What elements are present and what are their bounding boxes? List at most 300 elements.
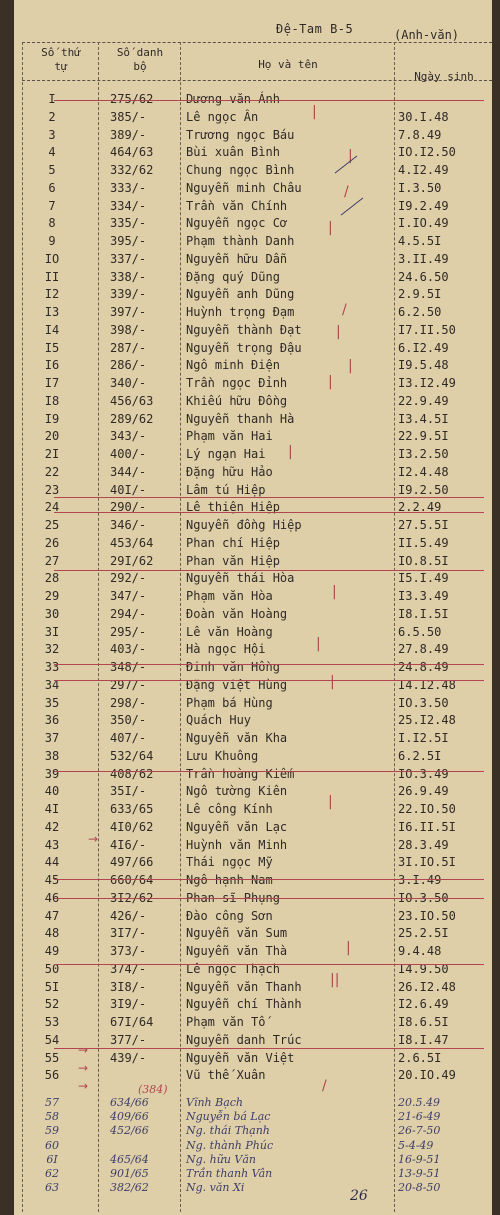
row-number: 47	[44, 908, 60, 923]
birth-date: 27.8.49	[398, 642, 449, 657]
birth-date: 6.I2.49	[398, 340, 449, 355]
row-number: I4	[44, 322, 60, 337]
student-name: Nguyễn thành Đạt	[186, 322, 302, 337]
birth-date: 30.I.48	[398, 109, 449, 124]
row-number: 60	[45, 1138, 59, 1152]
student-name: Nguyễn ngọc Cơ	[186, 216, 288, 231]
student-name: Lê thiện Hiệp	[186, 500, 280, 515]
registration-number: 452/66	[110, 1124, 149, 1138]
header-top-rule	[22, 42, 492, 43]
tick-mark: |	[312, 104, 317, 120]
row-number: 50	[44, 961, 60, 976]
registration-number: 389/-	[110, 127, 147, 142]
row-number: 27	[44, 553, 60, 568]
row-number: 33	[44, 660, 60, 674]
student-name: Ngô minh Điện	[186, 358, 280, 373]
registration-number: 409/66	[110, 1110, 149, 1124]
birth-date: IO.3.50	[398, 695, 449, 710]
student-name: Quách Huy	[186, 713, 252, 728]
birth-date: 22.9.5I	[398, 429, 449, 444]
header-stt	[24, 46, 98, 74]
row-number: 20	[44, 429, 60, 444]
row-number: 30	[44, 606, 60, 621]
student-name: Nguyễn danh Trúc	[186, 1032, 302, 1047]
student-name: Phan chí Hiệp	[186, 535, 280, 550]
birth-date: 26.I2.48	[398, 979, 456, 994]
birth-date: I.I2.5I	[398, 731, 449, 745]
birth-date: 2.2.49	[398, 500, 442, 515]
registration-number: 335/-	[110, 216, 147, 231]
birth-date: 24.6.50	[398, 269, 449, 284]
registration-number: 298/-	[110, 695, 147, 710]
registration-number: 3I2/62	[110, 890, 154, 905]
row-number: 29	[44, 589, 60, 603]
registration-number: 290/-	[110, 500, 147, 515]
birth-date: I9.2.50	[398, 482, 449, 497]
birth-date: I9.5.48	[398, 358, 449, 373]
header-dob: Ngày sinh	[414, 70, 474, 83]
row-number: 4	[48, 145, 56, 160]
row-number: 25	[44, 518, 60, 532]
strike-line	[54, 1048, 484, 1049]
student-name: Trần ngọc Đỉnh	[186, 376, 288, 390]
birth-date: I4.I2.48	[398, 677, 456, 692]
birth-date: 26.9.49	[398, 784, 449, 799]
registration-number: 334/-	[110, 198, 147, 213]
tick-mark: |	[288, 444, 293, 460]
student-name: Nguyễn anh Dũng	[186, 287, 295, 302]
birth-date: 20-8-50	[398, 1181, 441, 1195]
student-name: Nguyễn bá Lạc	[186, 1110, 271, 1124]
student-name: Nguyễn thái Hòa	[186, 571, 295, 586]
strike-line	[54, 497, 484, 498]
tick-mark: |	[332, 584, 337, 600]
birth-date: I7.II.50	[398, 322, 456, 337]
student-name: Huỳnh trọng Đạm	[186, 305, 295, 319]
registration-number: 532/64	[110, 748, 154, 763]
strike-line	[54, 570, 484, 571]
birth-date: IO.3.50	[398, 890, 449, 905]
registration-number: 333/-	[110, 180, 147, 195]
registration-number: 340/-	[110, 376, 147, 390]
registration-number: 286/-	[110, 358, 147, 373]
student-name: Phạm thành Danh	[186, 234, 295, 248]
student-name: Nguyễn văn Thanh	[186, 979, 302, 994]
row-number: 56	[44, 1068, 60, 1083]
registration-number: 403/-	[110, 642, 147, 657]
birth-date: 20.IO.49	[398, 1068, 456, 1083]
header-reg	[100, 46, 180, 74]
tick-mark: |	[330, 674, 335, 690]
registration-number: 35I/-	[110, 784, 147, 799]
student-name: Bùi xuân Bình	[186, 145, 280, 160]
birth-date: I6.II.5I	[398, 819, 456, 834]
student-name: Ngô tường Kiên	[186, 784, 288, 799]
row-number: I8	[44, 393, 60, 408]
row-number: 5	[48, 163, 56, 177]
birth-date: II.5.49	[398, 535, 449, 550]
student-name: Nguyễn trọng Đậu	[186, 340, 302, 355]
tick-mark: /	[344, 184, 349, 200]
row-number: 36	[44, 713, 60, 728]
registration-number: 426/-	[110, 908, 147, 923]
registration-number: 385/-	[110, 109, 147, 124]
registration-number: 348/-	[110, 660, 147, 674]
registration-number: 29I/62	[110, 553, 154, 568]
row-number: 63	[45, 1181, 59, 1195]
row-number: 46	[44, 890, 60, 905]
handwritten-row	[14, 1124, 492, 1138]
birth-date: 6.2.50	[398, 305, 442, 319]
handwritten-row	[14, 1139, 492, 1153]
registration-number: 901/65	[110, 1167, 149, 1180]
registration-number: 398/-	[110, 322, 147, 337]
reg-note: (384)	[138, 1083, 168, 1096]
student-name: Vũ thế Xuân	[186, 1068, 266, 1083]
student-name: Ng. thành Phúc	[186, 1138, 274, 1152]
registration-number: 3I7/-	[110, 926, 147, 941]
birth-date: 9.4.48	[398, 944, 442, 958]
student-name: Nguyễn văn Thà	[186, 944, 288, 958]
row-number: 3I	[44, 624, 60, 639]
tick-mark: |	[348, 148, 353, 164]
row-number: I2	[44, 287, 60, 302]
registration-number: 408/62	[110, 766, 154, 781]
row-number: 5I	[44, 979, 60, 994]
tick-mark: ||	[330, 972, 340, 988]
tick-mark: |	[328, 374, 333, 390]
registration-number: 4I6/-	[110, 837, 147, 852]
birth-date: 5-4-49	[398, 1138, 434, 1152]
tick-mark: |	[348, 358, 353, 374]
birth-date: 20.5.49	[398, 1096, 440, 1109]
student-name: Phạm bá Hùng	[186, 695, 273, 710]
birth-date: IO.I2.50	[398, 145, 456, 160]
handwritten-row	[14, 1153, 492, 1167]
class-roster-sheet	[14, 0, 492, 1215]
row-number: 59	[45, 1124, 59, 1138]
registration-number: 3I9/-	[110, 997, 147, 1012]
registration-number: 343/-	[110, 429, 147, 444]
row-number: 6	[48, 180, 56, 195]
row-number: 40	[44, 784, 60, 799]
row-number: I9	[44, 411, 60, 426]
student-name: Nguyễn văn Lạc	[186, 819, 288, 834]
birth-date: 7.8.49	[398, 127, 442, 142]
registration-number: 439/-	[110, 1050, 147, 1065]
student-name: Phạm văn Hòa	[186, 589, 273, 603]
handwritten-row	[14, 1110, 492, 1124]
birth-date: 6.5.50	[398, 624, 442, 639]
student-name: Ng. hữu Văn	[186, 1152, 256, 1166]
student-name: Trần hoàng Kiếm	[186, 766, 295, 781]
registration-number: 407/-	[110, 731, 147, 745]
student-name: Lê ngọc Thạch	[186, 961, 280, 976]
tick-mark: |	[328, 794, 333, 810]
registration-number: 332/62	[110, 163, 154, 177]
registration-number: 497/66	[110, 855, 154, 870]
registration-number: 4I0/62	[110, 819, 154, 834]
tick-mark: |	[346, 940, 351, 956]
birth-date: 25.2.5I	[398, 926, 449, 941]
student-name: Đinh văn Hồng	[186, 660, 280, 674]
birth-date: I4.9.50	[398, 961, 449, 976]
tick-mark: |	[336, 324, 341, 340]
strike-line	[54, 664, 484, 665]
row-number: 7	[48, 198, 56, 213]
birth-date: I.IO.49	[398, 216, 449, 231]
student-name: Lưu Khuông	[186, 748, 259, 763]
birth-date: 16-9-51	[398, 1152, 441, 1166]
registration-number: 456/63	[110, 393, 154, 408]
birth-date: IO.3.49	[398, 766, 449, 781]
birth-date: I3.I2.49	[398, 376, 456, 390]
student-name: Chung ngọc Bình	[186, 163, 295, 177]
birth-date: I3.3.49	[398, 589, 449, 603]
header-stt-line1: Số thứ	[41, 46, 81, 59]
strike-line	[54, 100, 484, 101]
header-stt-line2: tự	[54, 60, 68, 73]
subject-label: (Anh-văn)	[394, 28, 460, 42]
row-number: 22	[44, 464, 60, 479]
student-name: Huỳnh văn Minh	[186, 837, 288, 852]
row-number: 42	[44, 819, 60, 834]
birth-date: 3I.IO.5I	[398, 855, 456, 870]
tick-mark: |	[316, 636, 321, 652]
student-name: Phạm văn Hai	[186, 429, 273, 444]
row-number: 3	[48, 127, 56, 142]
class-name: Đệ-Tam B-5	[276, 22, 354, 36]
row-number: 24	[44, 500, 60, 515]
birth-date: I2.6.49	[398, 997, 449, 1012]
row-number: 39	[44, 766, 60, 781]
registration-number: 3I8/-	[110, 979, 147, 994]
registration-number: 67I/64	[110, 1015, 154, 1029]
birth-date: 28.3.49	[398, 837, 449, 852]
registration-number: 633/65	[110, 802, 154, 816]
birth-date: 3.II.49	[398, 251, 449, 266]
tick-mark: /	[342, 302, 347, 318]
birth-date: I5.I.49	[398, 571, 449, 586]
row-number: 6I	[46, 1152, 58, 1166]
row-number: 23	[44, 482, 60, 497]
strike-line	[54, 964, 484, 965]
row-number: 2	[48, 109, 56, 124]
student-name: Phạm văn Tố	[186, 1015, 266, 1029]
row-number: I5	[44, 340, 60, 355]
handwritten-row	[14, 1167, 492, 1181]
row-number: 54	[44, 1032, 60, 1047]
student-name: Ng. thái Thạnh	[186, 1124, 270, 1138]
birth-date: 4.I2.49	[398, 163, 449, 177]
strike-line	[54, 898, 484, 899]
row-number: I	[48, 92, 56, 106]
header-reg-line1: Số danh	[116, 46, 164, 59]
row-number: I7	[44, 376, 60, 390]
row-number: I3	[44, 305, 60, 319]
student-name: Nguyễn văn Kha	[186, 731, 288, 745]
student-name: Nguyễn minh Châu	[186, 180, 302, 195]
registration-number: 344/-	[110, 464, 147, 479]
row-number: 53	[44, 1015, 60, 1029]
arrow-icon: →	[78, 1061, 89, 1075]
row-number: 58	[45, 1110, 59, 1124]
birth-date: 22.9.49	[398, 393, 449, 408]
row-number: 8	[48, 216, 56, 231]
birth-date: I2.4.48	[398, 464, 449, 479]
tick-mark: |	[328, 220, 333, 236]
registration-number: 346/-	[110, 518, 147, 532]
birth-date: 21-6-49	[398, 1110, 441, 1124]
registration-number: 339/-	[110, 287, 147, 302]
student-name: Đặng quý Dũng	[186, 269, 280, 284]
registration-number: 397/-	[110, 305, 147, 319]
student-name: Dương văn Ánh	[186, 92, 280, 106]
birth-date: IO.8.5I	[398, 553, 449, 568]
student-name: Lý ngạn Hai	[186, 447, 266, 461]
strike-line	[54, 771, 484, 772]
tick-mark: /	[322, 1078, 327, 1094]
birth-date: I8.I.5I	[398, 606, 449, 621]
student-name: Nguyễn chí Thành	[186, 997, 302, 1012]
row-number: 57	[45, 1096, 59, 1109]
birth-date: 22.IO.50	[398, 802, 456, 816]
row-number: 52	[44, 997, 60, 1012]
row-number: 55	[44, 1050, 60, 1065]
birth-date: 27.5.5I	[398, 518, 449, 532]
student-name: Phan văn Hiệp	[186, 553, 280, 568]
student-name: Đào công Sơn	[186, 908, 273, 923]
row-number: 35	[44, 695, 60, 710]
birth-date: 2.9.5I	[398, 287, 442, 302]
student-name: Lê ngọc Ân	[186, 109, 259, 124]
header-name: Họ và tên	[258, 58, 318, 71]
student-name: Nguyễn văn Việt	[186, 1050, 295, 1065]
row-number: 32	[44, 642, 60, 657]
registration-number: 453/64	[110, 535, 154, 550]
registration-number: 294/-	[110, 606, 147, 621]
registration-number: 464/63	[110, 145, 154, 160]
student-name: Phan sĩ Phụng	[186, 890, 280, 905]
row-number: 48	[44, 926, 60, 941]
birth-date: I3.2.50	[398, 447, 449, 461]
arrow-icon: →	[78, 1043, 89, 1057]
row-number: 28	[44, 571, 60, 586]
row-number: 2I	[44, 447, 60, 461]
registration-number: 382/62	[110, 1181, 149, 1195]
row-number: 45	[44, 873, 60, 887]
registration-number: 338/-	[110, 269, 147, 284]
registration-number: 40I/-	[110, 482, 147, 497]
row-number: 38	[44, 748, 60, 763]
birth-date: I3.4.5I	[398, 411, 449, 426]
row-number: II	[44, 269, 60, 284]
registration-number: 377/-	[110, 1032, 147, 1047]
row-number: I6	[44, 358, 60, 373]
student-name: Ngô hạnh Nam	[186, 873, 273, 887]
student-name: Lâm tú Hiệp	[186, 482, 266, 497]
student-name: Nguyễn văn Sum	[186, 926, 288, 941]
row-number: 37	[44, 731, 60, 745]
birth-date: I8.I.47	[398, 1032, 449, 1047]
student-name: Trần văn Chính	[186, 198, 288, 213]
birth-date: 13-9-51	[398, 1167, 441, 1180]
student-name: Nguyễn hữu Dẫn	[186, 251, 288, 266]
registration-number: 373/-	[110, 944, 147, 958]
student-name: Đoàn văn Hoàng	[186, 606, 288, 621]
birth-date: 26-7-50	[398, 1124, 441, 1138]
row-number: 26	[44, 535, 60, 550]
arrow-icon: →	[88, 832, 99, 846]
student-name: Khiếu hữu Đồng	[186, 393, 288, 408]
student-name: Đặng hữu Hảo	[186, 464, 273, 479]
birth-date: 2.6.5I	[398, 1050, 442, 1065]
row-number: IO	[44, 251, 60, 266]
birth-date: I.3.50	[398, 180, 442, 195]
registration-number: 289/62	[110, 411, 154, 426]
registration-number: 465/64	[110, 1152, 149, 1166]
birth-date: 23.IO.50	[398, 908, 456, 923]
arrow-icon: →	[78, 1079, 89, 1093]
student-name: Hà ngọc Hội	[186, 642, 266, 657]
row-number: 44	[44, 855, 60, 870]
registration-number: 337/-	[110, 251, 147, 266]
student-name: Ng. văn Xi	[186, 1181, 245, 1195]
page-number: 26	[350, 1188, 368, 1204]
registration-number: 395/-	[110, 234, 147, 248]
strike-line	[54, 512, 484, 513]
student-name: Đặng việt Hùng	[186, 677, 288, 692]
row-number: 9	[48, 234, 56, 248]
registration-number: 295/-	[110, 624, 147, 639]
row-number: 49	[44, 944, 60, 958]
birth-date: I8.6.5I	[398, 1015, 449, 1029]
registration-number: 400/-	[110, 447, 147, 461]
strike-line	[54, 680, 484, 681]
birth-date: 24.8.49	[398, 660, 449, 674]
registration-number: 374/-	[110, 961, 147, 976]
registration-number: 297/-	[110, 677, 147, 692]
student-name: Nguyễn thanh Hà	[186, 411, 295, 426]
handwritten-row	[14, 1181, 492, 1195]
student-name: Vĩnh Bạch	[186, 1096, 244, 1109]
strike-line	[54, 879, 484, 880]
registration-number: 275/62	[110, 92, 154, 106]
student-name: Lê văn Hoàng	[186, 624, 273, 639]
student-name: Trần thanh Vân	[186, 1167, 273, 1180]
student-name: Thái ngọc Mỹ	[186, 855, 273, 870]
birth-date: 3.I.49	[398, 873, 442, 887]
student-name: Lê công Kính	[186, 802, 273, 816]
registration-number: 347/-	[110, 589, 147, 603]
student-name: Nguyễn đồng Hiệp	[186, 518, 302, 532]
birth-date: I9.2.49	[398, 198, 449, 213]
birth-date: 6.2.5I	[398, 748, 442, 763]
row-number: 4I	[44, 802, 60, 816]
handwritten-row	[14, 1096, 492, 1110]
row-number: 34	[44, 677, 60, 692]
birth-date: 25.I2.48	[398, 713, 456, 728]
student-name: Trương ngọc Báu	[186, 127, 295, 142]
birth-date: 4.5.5I	[398, 234, 442, 248]
registration-number: 660/64	[110, 873, 154, 887]
registration-number: 350/-	[110, 713, 147, 728]
header-reg-line2: bộ	[133, 60, 147, 73]
row-number: 62	[45, 1167, 59, 1180]
registration-number: 287/-	[110, 340, 147, 355]
registration-number: 292/-	[110, 571, 147, 586]
registration-number: 634/66	[110, 1096, 149, 1109]
